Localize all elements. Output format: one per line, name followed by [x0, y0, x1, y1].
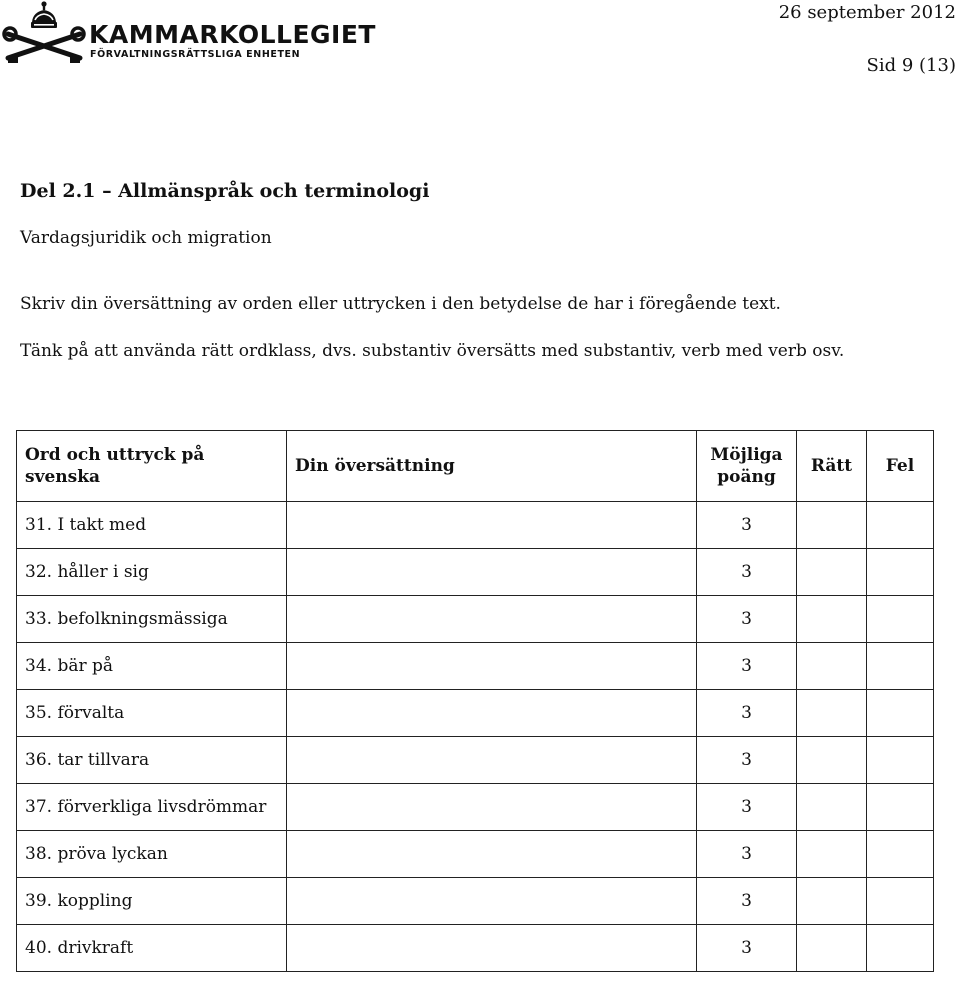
header-correct: Rätt: [797, 431, 867, 502]
term-cell: 39. koppling: [17, 878, 287, 925]
wrong-cell[interactable]: [867, 643, 934, 690]
section-title: Del 2.1 – Allmänspråk och terminologi: [20, 180, 430, 202]
correct-cell[interactable]: [797, 925, 867, 972]
translation-cell[interactable]: [287, 737, 697, 784]
table-row: [17, 502, 934, 549]
points-cell: 3: [697, 925, 797, 972]
table-header-row: [17, 431, 934, 502]
correct-cell[interactable]: [797, 502, 867, 549]
document-date: 26 september 2012: [778, 2, 956, 23]
term-cell: 35. förvalta: [17, 690, 287, 737]
header-points: Möjliga poäng: [697, 431, 797, 502]
correct-cell[interactable]: [797, 549, 867, 596]
correct-cell[interactable]: [797, 831, 867, 878]
wrong-cell[interactable]: [867, 737, 934, 784]
header-translation: Din översättning: [287, 431, 697, 502]
correct-cell[interactable]: [797, 737, 867, 784]
correct-cell[interactable]: [797, 784, 867, 831]
term-cell: 37. förverkliga livsdrömmar: [17, 784, 287, 831]
correct-cell[interactable]: [797, 690, 867, 737]
section-subtitle: Vardagsjuridik och migration: [20, 228, 272, 248]
translation-cell[interactable]: [287, 831, 697, 878]
table-row: [17, 925, 934, 972]
wrong-cell[interactable]: [867, 878, 934, 925]
wrong-cell[interactable]: [867, 690, 934, 737]
term-cell: 40. drivkraft: [17, 925, 287, 972]
points-cell: 3: [697, 596, 797, 643]
points-cell: 3: [697, 549, 797, 596]
translation-table: [16, 430, 934, 972]
translation-cell[interactable]: [287, 925, 697, 972]
correct-cell[interactable]: [797, 643, 867, 690]
translation-cell[interactable]: [287, 643, 697, 690]
wrong-cell[interactable]: [867, 831, 934, 878]
org-name: KAMMARKOLLEGIET: [89, 20, 376, 49]
term-cell: 38. pröva lyckan: [17, 831, 287, 878]
points-cell: 3: [697, 784, 797, 831]
term-cell: 36. tar tillvara: [17, 737, 287, 784]
table-row: [17, 831, 934, 878]
wrong-cell[interactable]: [867, 784, 934, 831]
wrong-cell[interactable]: [867, 925, 934, 972]
translation-cell[interactable]: [287, 690, 697, 737]
instruction-text: Skriv din översättning av orden eller uttrycken i den betydelse de har i föregående text.: [20, 294, 781, 314]
term-cell: 33. befolkningsmässiga: [17, 596, 287, 643]
crown-keys-icon: [2, 0, 86, 66]
translation-cell[interactable]: [287, 502, 697, 549]
term-cell: 31. I takt med: [17, 502, 287, 549]
wrong-cell[interactable]: [867, 596, 934, 643]
correct-cell[interactable]: [797, 878, 867, 925]
term-cell: 34. bär på: [17, 643, 287, 690]
correct-cell[interactable]: [797, 596, 867, 643]
points-cell: 3: [697, 643, 797, 690]
table-row: [17, 878, 934, 925]
table-row: [17, 643, 934, 690]
header-term: Ord och uttryck på svenska: [17, 431, 287, 502]
term-cell: 32. håller i sig: [17, 549, 287, 596]
table-row: [17, 596, 934, 643]
translation-cell[interactable]: [287, 784, 697, 831]
table-row: [17, 737, 934, 784]
points-cell: 3: [697, 690, 797, 737]
header-wrong: Fel: [867, 431, 934, 502]
points-cell: 3: [697, 737, 797, 784]
wrong-cell[interactable]: [867, 502, 934, 549]
instruction-hint: Tänk på att använda rätt ordklass, dvs. substantiv översätts med substantiv, verb med verb osv.: [20, 341, 845, 361]
points-cell: 3: [697, 831, 797, 878]
kammarkollegiet-logo: [2, 0, 376, 66]
translation-cell[interactable]: [287, 549, 697, 596]
page-number: Sid 9 (13): [866, 55, 956, 76]
org-unit: FÖRVALTNINGSRÄTTSLIGA ENHETEN: [90, 49, 301, 60]
translation-cell[interactable]: [287, 596, 697, 643]
wrong-cell[interactable]: [867, 549, 934, 596]
points-cell: 3: [697, 502, 797, 549]
table-row: [17, 784, 934, 831]
table-row: [17, 690, 934, 737]
translation-cell[interactable]: [287, 878, 697, 925]
points-cell: 3: [697, 878, 797, 925]
table-row: [17, 549, 934, 596]
